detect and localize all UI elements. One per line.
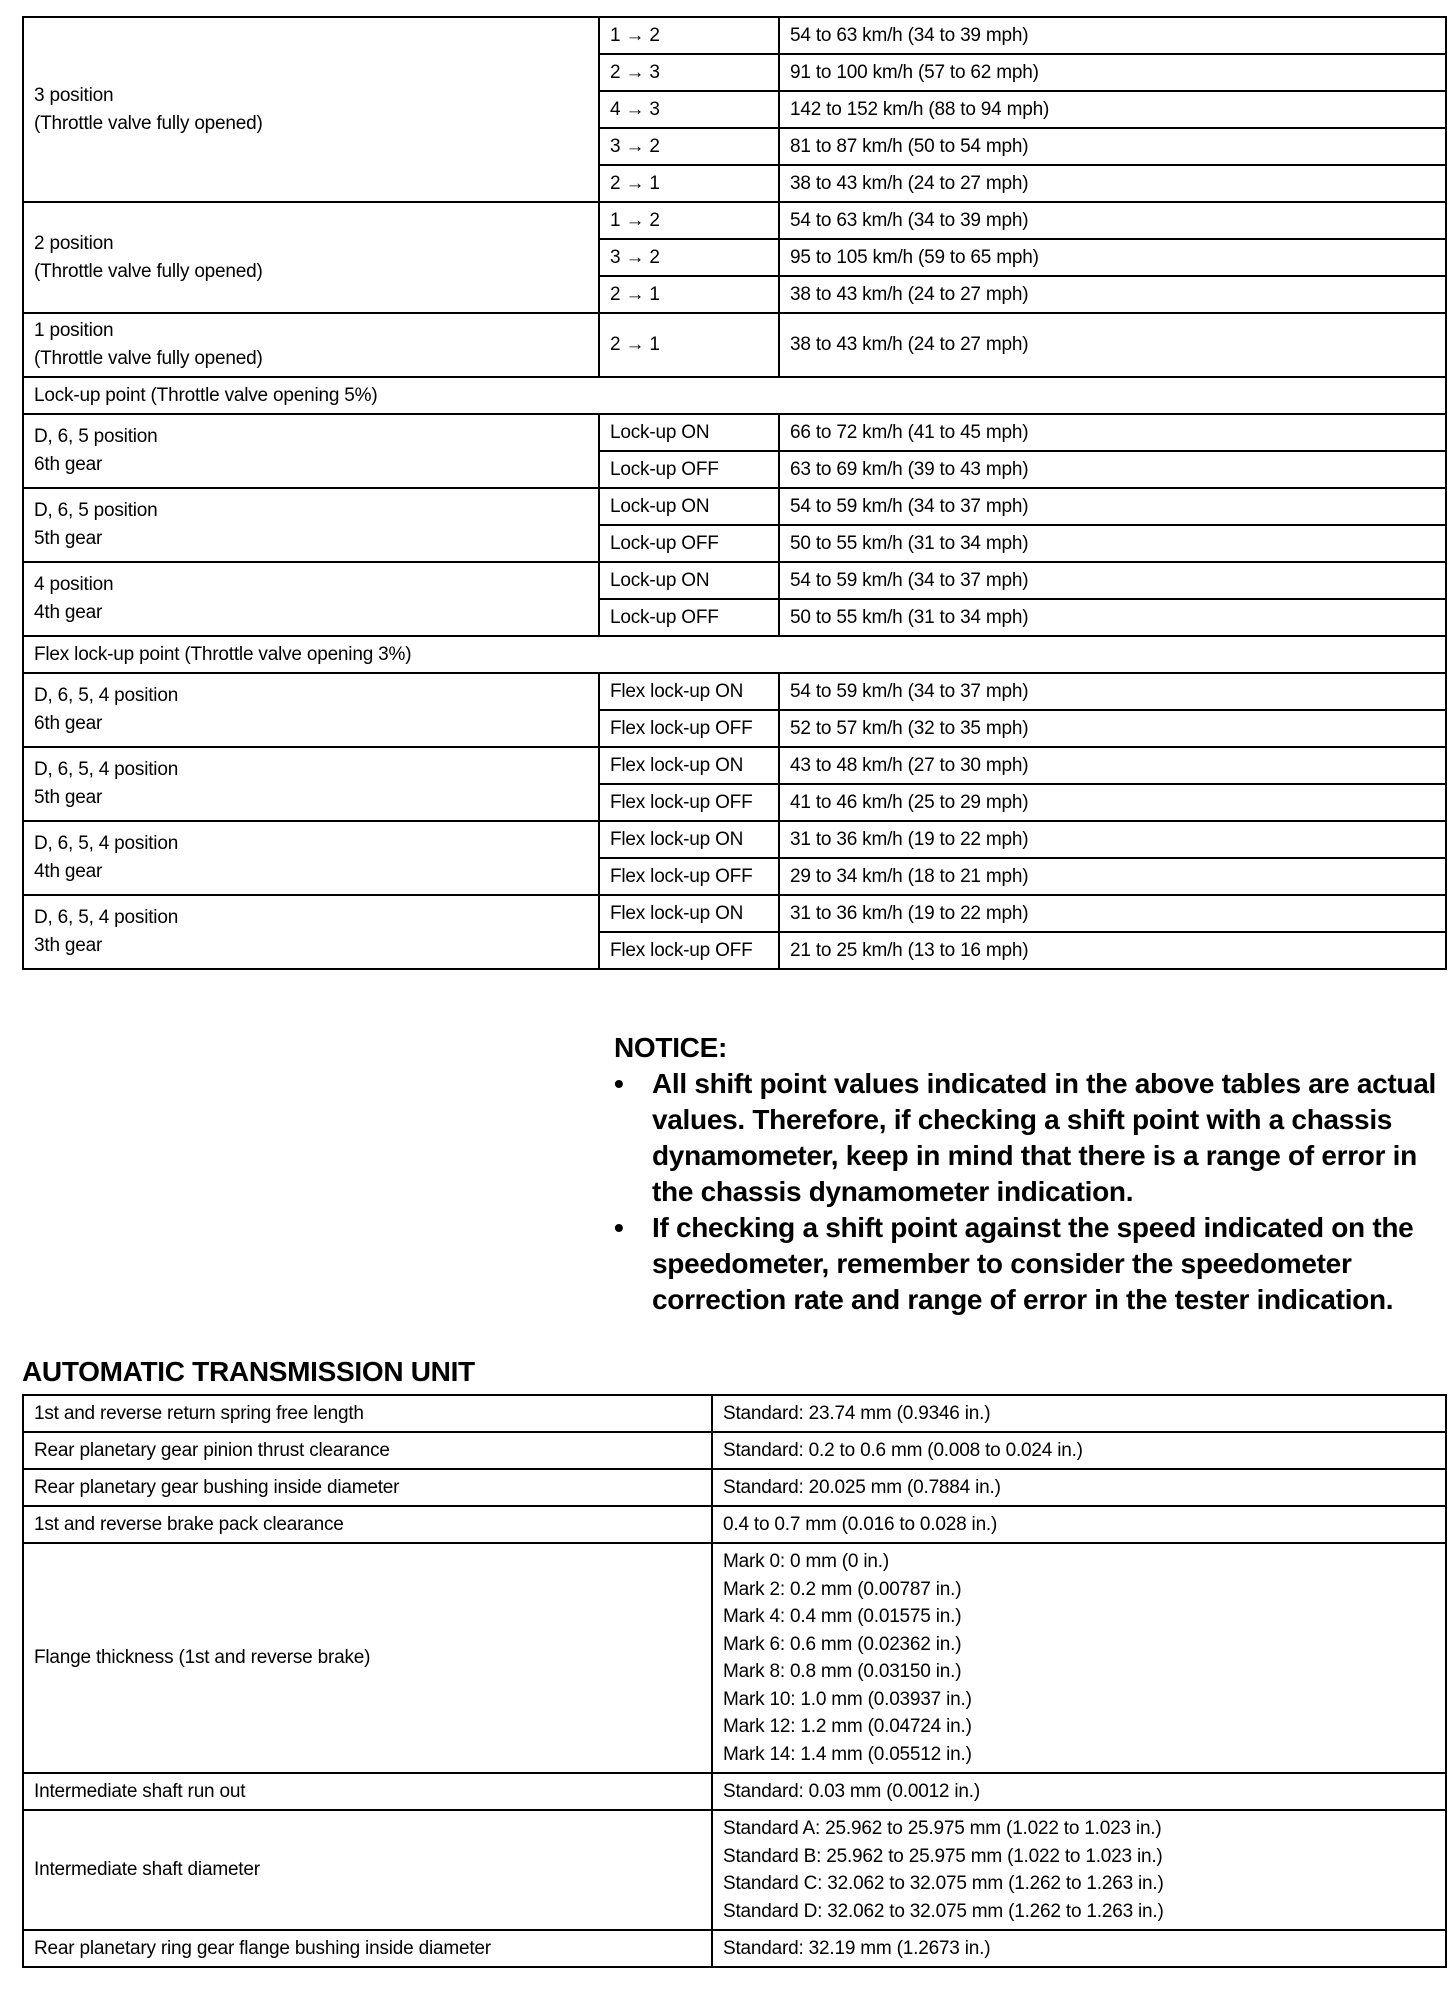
state-cell: Flex lock-up OFF [599,784,779,821]
speed-cell: 54 to 63 km/h (34 to 39 mph) [779,202,1446,239]
lockup-header: Lock-up point (Throttle valve opening 5%) [23,377,1446,414]
state-cell: Lock-up ON [599,414,779,451]
value-line: Standard A: 25.962 to 25.975 mm (1.022 to 1.023 in.) [723,1818,1162,1839]
value-cell: 0.4 to 0.7 mm (0.016 to 0.028 in.) [712,1506,1446,1543]
table-row [23,1773,1446,1810]
value-line: Mark 6: 0.6 mm (0.02362 in.) [723,1633,962,1655]
table-row [23,1469,1446,1506]
position-label: 4 position [34,574,114,595]
state-cell: Flex lock-up OFF [599,858,779,895]
state-cell: Flex lock-up ON [599,747,779,784]
position-cell [23,895,599,969]
position-cell [23,747,599,821]
position-label: D, 6, 5, 4 position [34,759,179,780]
notice-text: All shift point values indicated in the above tables are actual values. Therefore, if checking a shift point with a chassis dynamometer, keep in mind that there is a range of error in the chassis dynamometer indication. [652,1068,1436,1207]
section-header-row [23,377,1446,414]
speed-cell: 38 to 43 km/h (24 to 27 mph) [779,165,1446,202]
shift-cell: 4 → 3 [599,91,779,128]
position-label: D, 6, 5, 4 position [34,907,179,928]
value-line: Standard B: 25.962 to 25.975 mm (1.022 to 1.023 in.) [723,1845,1163,1867]
state-cell: Flex lock-up OFF [599,932,779,969]
gear-label: 5th gear [34,528,103,549]
position-cell [23,488,599,562]
notice-item [614,1210,1444,1318]
position-label: D, 6, 5 position [34,426,158,447]
table-row [23,488,1446,525]
shift-cell: 2 → 1 [599,276,779,313]
item-cell: Rear planetary ring gear flange bushing inside diameter [23,1930,712,1967]
value-line: Mark 8: 0.8 mm (0.03150 in.) [723,1661,962,1682]
item-cell: 1st and reverse return spring free length [23,1395,712,1432]
speed-cell: 91 to 100 km/h (57 to 62 mph) [779,54,1446,91]
shift-cell: 2 → 1 [599,313,779,377]
condition-label: (Throttle valve fully opened) [34,260,263,282]
table-row [23,1543,1446,1773]
speed-cell: 31 to 36 km/h (19 to 22 mph) [779,895,1446,932]
state-cell: Flex lock-up ON [599,673,779,710]
position-cell [23,562,599,636]
value-line: Standard D: 32.062 to 32.075 mm (1.262 to 1.263 in.) [723,1900,1164,1922]
value-cell: Standard: 32.19 mm (1.2673 in.) [712,1930,1446,1967]
table-row [23,562,1446,599]
shift-cell: 2 → 3 [599,54,779,91]
bullet-icon: • [614,1212,624,1243]
speed-cell: 21 to 25 km/h (13 to 16 mph) [779,932,1446,969]
notice-list [614,1066,1444,1318]
speed-cell: 142 to 152 km/h (88 to 94 mph) [779,91,1446,128]
table-row [23,313,1446,377]
table-row [23,1810,1446,1930]
position-label: 2 position [34,232,114,254]
speed-cell: 66 to 72 km/h (41 to 45 mph) [779,414,1446,451]
speed-cell: 29 to 34 km/h (18 to 21 mph) [779,858,1446,895]
value-line: Mark 2: 0.2 mm (0.00787 in.) [723,1578,962,1600]
value-line: Mark 0: 0 mm (0 in.) [723,1551,889,1572]
section-header-row [23,636,1446,673]
item-cell: Intermediate shaft run out [23,1773,712,1810]
state-cell: Lock-up OFF [599,525,779,562]
table-row [23,747,1446,784]
gear-label: 4th gear [34,602,103,623]
speed-cell: 54 to 63 km/h (34 to 39 mph) [779,17,1446,54]
speed-cell: 50 to 55 km/h (31 to 34 mph) [779,599,1446,636]
speed-cell: 38 to 43 km/h (24 to 27 mph) [779,313,1446,377]
state-cell: Lock-up OFF [599,451,779,488]
notice-block [614,1030,1444,1318]
table-row [23,673,1446,710]
value-line: Mark 12: 1.2 mm (0.04724 in.) [723,1716,972,1737]
gear-label: 6th gear [34,713,103,734]
shift-cell: 2 → 1 [599,165,779,202]
transmission-unit-table [22,1394,1447,1968]
value-cell: Standard: 0.2 to 0.6 mm (0.008 to 0.024 in.) [712,1432,1446,1469]
bullet-icon: • [614,1068,624,1099]
table-row [23,414,1446,451]
state-cell: Lock-up OFF [599,599,779,636]
speed-cell: 81 to 87 km/h (50 to 54 mph) [779,128,1446,165]
table-row [23,895,1446,932]
speed-cell: 63 to 69 km/h (39 to 43 mph) [779,451,1446,488]
condition-label: (Throttle valve fully opened) [34,348,263,369]
speed-cell: 52 to 57 km/h (32 to 35 mph) [779,710,1446,747]
state-cell: Lock-up ON [599,488,779,525]
speed-cell: 31 to 36 km/h (19 to 22 mph) [779,821,1446,858]
state-cell: Lock-up ON [599,562,779,599]
table-row [23,1506,1446,1543]
gear-label: 6th gear [34,454,103,475]
value-cell: Standard: 0.03 mm (0.0012 in.) [712,1773,1446,1810]
position-label: 1 position [34,320,114,341]
condition-label: (Throttle valve fully opened) [34,112,263,134]
value-line: Mark 4: 0.4 mm (0.01575 in.) [723,1606,962,1627]
item-cell: Rear planetary gear pinion thrust clearance [23,1432,712,1469]
state-cell: Flex lock-up OFF [599,710,779,747]
position-label: D, 6, 5, 4 position [34,833,179,854]
speed-cell: 41 to 46 km/h (25 to 29 mph) [779,784,1446,821]
item-cell: Flange thickness (1st and reverse brake) [23,1543,712,1773]
item-cell: Rear planetary gear bushing inside diameter [23,1469,712,1506]
section-title: AUTOMATIC TRANSMISSION UNIT [22,1356,475,1387]
shift-point-table [22,16,1447,970]
position-cell [23,821,599,895]
gear-label: 5th gear [34,787,103,808]
value-cell [712,1810,1446,1930]
speed-cell: 54 to 59 km/h (34 to 37 mph) [779,562,1446,599]
position-label: D, 6, 5, 4 position [34,685,179,706]
table-row [23,1432,1446,1469]
notice-text: If checking a shift point against the speed indicated on the speedometer, remember to consider the speedometer correction rate and range of error in the tester indication. [652,1212,1414,1315]
table-row [23,202,1446,239]
speed-cell: 38 to 43 km/h (24 to 27 mph) [779,276,1446,313]
table-row [23,1930,1446,1967]
value-line: Mark 10: 1.0 mm (0.03937 in.) [723,1688,972,1710]
speed-cell: 95 to 105 km/h (59 to 65 mph) [779,239,1446,276]
speed-cell: 43 to 48 km/h (27 to 30 mph) [779,747,1446,784]
position-cell [23,673,599,747]
speed-cell: 50 to 55 km/h (31 to 34 mph) [779,525,1446,562]
state-cell: Flex lock-up ON [599,821,779,858]
value-cell: Standard: 20.025 mm (0.7884 in.) [712,1469,1446,1506]
position-label: 3 position [34,84,114,106]
shift-cell: 3 → 2 [599,128,779,165]
position-cell [23,313,599,377]
shift-cell: 3 → 2 [599,239,779,276]
speed-cell: 54 to 59 km/h (34 to 37 mph) [779,673,1446,710]
shift-cell: 1 → 2 [599,17,779,54]
state-cell: Flex lock-up ON [599,895,779,932]
item-cell: Intermediate shaft diameter [23,1810,712,1930]
flex-lockup-header: Flex lock-up point (Throttle valve opening 3%) [23,636,1446,673]
gear-label: 3th gear [34,935,103,956]
position-label: D, 6, 5 position [34,500,158,521]
position-cell [23,414,599,488]
value-line: Mark 14: 1.4 mm (0.05512 in.) [723,1743,972,1765]
table-row [23,1395,1446,1432]
table-row [23,821,1446,858]
speed-cell: 54 to 59 km/h (34 to 37 mph) [779,488,1446,525]
value-cell: Standard: 23.74 mm (0.9346 in.) [712,1395,1446,1432]
table-row [23,17,1446,54]
notice-item [614,1066,1444,1210]
value-cell [712,1543,1446,1773]
value-line: Standard C: 32.062 to 32.075 mm (1.262 to 1.263 in.) [723,1873,1164,1894]
position-cell [23,202,599,313]
shift-cell: 1 → 2 [599,202,779,239]
notice-title: NOTICE: [614,1032,728,1063]
gear-label: 4th gear [34,861,103,882]
item-cell: 1st and reverse brake pack clearance [23,1506,712,1543]
position-cell [23,17,599,202]
